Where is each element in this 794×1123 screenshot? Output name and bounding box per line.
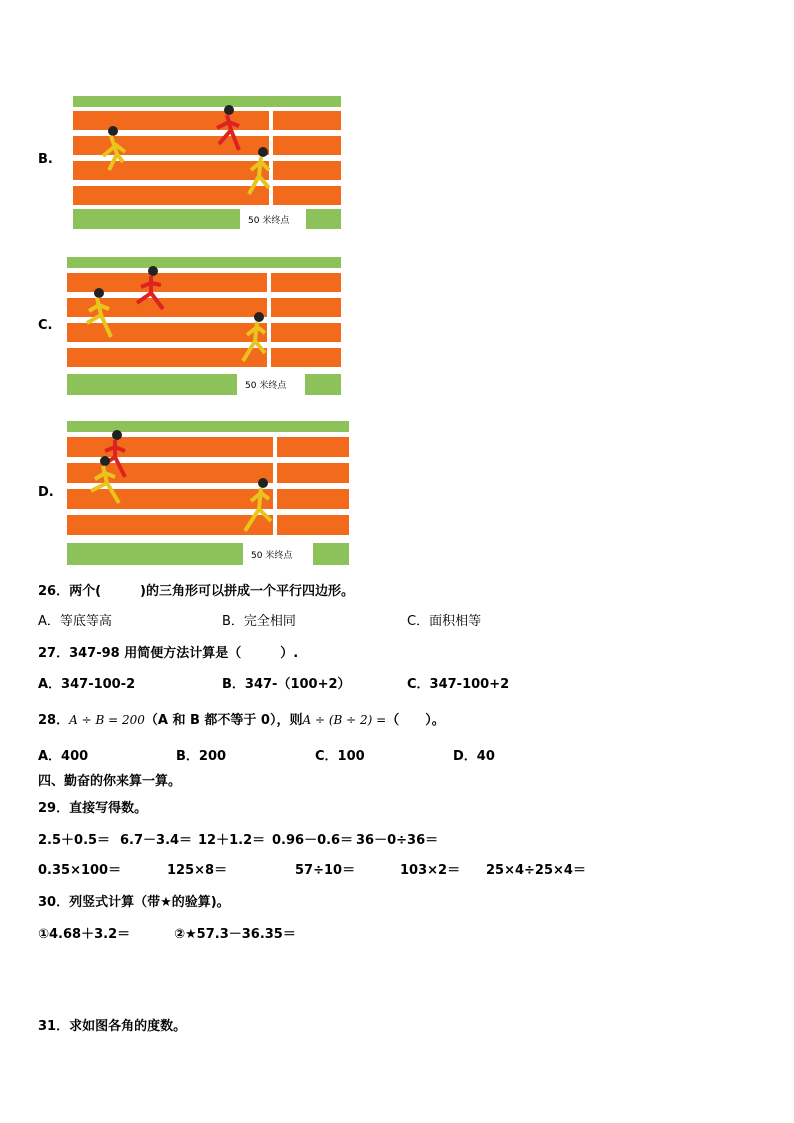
q29-stem: 29．直接写得数。 bbox=[38, 801, 148, 816]
q28-stem bbox=[38, 711, 445, 730]
q29-item: 12＋1.2＝ bbox=[198, 833, 266, 848]
q28-option-d[interactable]: D．40 bbox=[453, 749, 495, 764]
q27-stem: 27．347-98 用简便方法计算是（ ）. bbox=[38, 646, 299, 661]
q29-item: 125×8＝ bbox=[167, 863, 228, 878]
q26-option-c[interactable]: C．面积相等 bbox=[407, 614, 482, 629]
q29-item: 36－0÷36＝ bbox=[356, 833, 439, 848]
option-d-image[interactable] bbox=[67, 421, 349, 565]
finish-line-text: 50 米终点 bbox=[248, 216, 290, 226]
q27-option-a[interactable]: A．347-100-2 bbox=[38, 677, 136, 692]
q27-option-b[interactable]: B．347-（100+2） bbox=[222, 677, 351, 692]
option-b-image[interactable] bbox=[73, 96, 341, 229]
q28-formula2: A ÷ (B ÷ 2) = bbox=[302, 713, 387, 727]
q28-condition: （A 和 B 都不等于 0），则 bbox=[144, 713, 303, 728]
q26-stem: 26．两个( )的三角形可以拼成一个平行四边形。 bbox=[38, 584, 354, 599]
q26-option-a[interactable]: A．等底等高 bbox=[38, 614, 112, 629]
q28-formula: A ÷ B = 200 bbox=[69, 713, 145, 727]
option-d-label: D. bbox=[38, 485, 54, 500]
q29-item: 57÷10＝ bbox=[295, 863, 356, 878]
finish-line-text: 50 米终点 bbox=[251, 551, 293, 561]
q29-item: 25×4÷25×4＝ bbox=[486, 863, 586, 878]
q30-stem: 30．列竖式计算（带★的验算)。 bbox=[38, 895, 230, 910]
q29-item: 0.35×100＝ bbox=[38, 863, 122, 878]
finish-line-text: 50 米终点 bbox=[245, 381, 287, 391]
q30-item-1: ①4.68＋3.2＝ bbox=[38, 927, 131, 942]
option-c-label: C. bbox=[38, 318, 53, 333]
section-heading: 四、勤奋的你来算一算。 bbox=[38, 774, 182, 789]
q30-item-2: ②★57.3－36.35＝ bbox=[174, 927, 296, 942]
q28-option-a[interactable]: A．400 bbox=[38, 749, 89, 764]
q28-option-c[interactable]: C．100 bbox=[315, 749, 365, 764]
q27-option-c[interactable]: C．347-100+2 bbox=[407, 677, 510, 692]
q29-item: 0.96－0.6＝ bbox=[272, 833, 354, 848]
option-c-image[interactable] bbox=[67, 257, 341, 395]
option-b-label: B. bbox=[38, 152, 53, 167]
q26-option-b[interactable]: B．完全相同 bbox=[222, 614, 296, 629]
q31-stem: 31．求如图各角的度数。 bbox=[38, 1019, 187, 1034]
q28-number: 28． bbox=[38, 713, 70, 728]
q29-item: 103×2＝ bbox=[400, 863, 461, 878]
q28-tail: （ ）。 bbox=[386, 713, 445, 728]
q29-item: 6.7－3.4＝ bbox=[120, 833, 193, 848]
q28-option-b[interactable]: B．200 bbox=[176, 749, 227, 764]
q29-item: 2.5＋0.5＝ bbox=[38, 833, 111, 848]
